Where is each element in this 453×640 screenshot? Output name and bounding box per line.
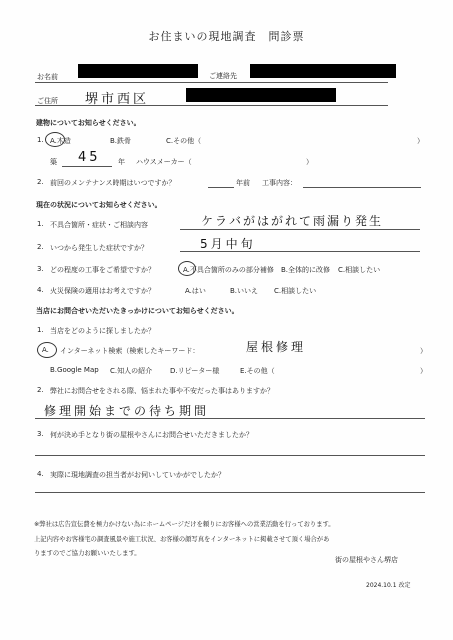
s1-q2-year: 年前: [236, 179, 250, 187]
s2-q1-text: 不具合箇所・症状・ご相談内容: [50, 221, 148, 229]
revision-date: 2024.10.1 改定: [366, 582, 411, 589]
maker-label: ハウスメーカー（: [136, 158, 192, 166]
s2-q2-text: いつから発生した症状ですか？: [50, 244, 148, 252]
s3-option-a-close: ）: [420, 347, 427, 355]
address-value: 堺市西区: [85, 92, 150, 107]
s2-q4-text: 火災保険の適用はお考えですか？: [50, 287, 155, 295]
building-age-value: 45: [78, 150, 101, 165]
s3-option-a-marker[interactable]: A.: [42, 346, 49, 354]
maker-close-paren: ）: [306, 158, 313, 166]
s2-q3-number: 3.: [37, 265, 44, 273]
s2-q4-option-c[interactable]: C.相談したい: [274, 287, 317, 295]
footer-note-3: りますのでご協力お願いいたします。: [34, 550, 141, 557]
work-content-line: [303, 187, 421, 188]
s3-option-e[interactable]: E.その他（: [240, 367, 275, 375]
s3-q4-text: 実際に現地調査の担当者がお伺いしていかがでしたか？: [50, 471, 225, 479]
age-unit: 年: [118, 158, 125, 166]
s2-q4-option-a[interactable]: A.はい: [185, 287, 206, 295]
s2-q2-underline: [180, 251, 420, 252]
s3-q4-underline: [35, 492, 425, 493]
redacted-address: [186, 88, 336, 102]
s3-option-d[interactable]: D.リピーター様: [170, 367, 220, 375]
s3-option-c[interactable]: C.知人の紹介: [110, 367, 153, 375]
s3-q3-underline: [35, 455, 425, 456]
s2-q4-number: 4.: [37, 286, 44, 294]
s1-q1-close-paren: ）: [417, 137, 424, 145]
s2-q4-option-b[interactable]: B.いいえ: [230, 287, 259, 295]
s2-q3-option-a[interactable]: A.不具合箇所のみの部分補修: [183, 266, 274, 274]
section3-heading: 当店にお問合せいただいたきっかけについてお知らせください。: [36, 307, 239, 315]
footer-note-1: ※弊社は広告宣伝費を極力かけない為にホームページだけを頼りにお客様への営業活動を行っております。: [34, 521, 335, 528]
s2-q1-underline: [180, 229, 420, 230]
age-underline: [62, 166, 112, 167]
s2-q2-number: 2.: [37, 243, 44, 251]
s1-q1-number: 1.: [37, 136, 44, 144]
s2-q1-answer: ケラバがはがれて雨漏り発生: [201, 214, 384, 228]
address-label: ご住所: [37, 97, 58, 105]
address-underline: [35, 105, 388, 106]
s3-option-b[interactable]: B.Google Map: [50, 366, 99, 374]
age-prefix: 築: [50, 158, 57, 166]
s3-q2-underline: [35, 418, 425, 419]
maintenance-year-line: [208, 187, 234, 188]
s3-q4-number: 4.: [37, 470, 44, 478]
s1-q1-option-a[interactable]: A.木造: [50, 137, 71, 145]
s1-q2-work: 工事内容：: [262, 179, 297, 187]
redacted-name: [78, 64, 198, 78]
s3-option-a-text[interactable]: インターネット検索（検索したキーワード：: [60, 347, 200, 355]
s1-q2-number: 2.: [37, 178, 44, 186]
s2-q3-option-c[interactable]: C.相談したい: [338, 266, 381, 274]
s3-q2-text: 弊社にお問合せをされる際、悩まれた事や不安だった事はありますか？: [50, 387, 274, 395]
search-keyword-answer: 屋根修理: [246, 340, 307, 354]
s3-option-e-close: ）: [420, 367, 427, 375]
s3-q2-number: 2.: [37, 386, 44, 394]
section1-heading: 建物についてお知らせください。: [36, 119, 141, 127]
name-label: お名前: [37, 73, 58, 81]
footer-note-2: 上記内容やお客様宅の調査風景や施工状況、お客様の顔写真をインターネットに掲載させて頂く場合があ: [34, 536, 330, 543]
s1-q2-text: 前回のメンテナンス時期はいつですか？: [50, 179, 176, 187]
redacted-contact: [250, 64, 396, 78]
s3-q1-text: 当店をどのように探しましたか？: [50, 327, 155, 335]
s2-q2-answer: 5月中旬: [200, 237, 256, 251]
name-underline: [35, 82, 388, 83]
s3-q3-text: 何が決め手となり街の屋根やさんにお問合せいただきましたか？: [50, 431, 253, 439]
s1-q1-option-c[interactable]: C.その他（: [166, 137, 202, 145]
s3-q1-number: 1.: [37, 326, 44, 334]
s2-q3-option-b[interactable]: B.全体的に改修: [281, 266, 331, 274]
contact-label: ご連絡先: [209, 72, 237, 80]
s3-q2-answer: 修理開始までの待ち期間: [44, 404, 210, 418]
s2-q1-number: 1.: [37, 220, 44, 228]
company-name: 街の屋根やさん堺店: [335, 556, 398, 564]
s3-q3-number: 3.: [37, 430, 44, 438]
s1-q1-option-b[interactable]: B.鉄骨: [110, 137, 132, 145]
form-title: お住まいの現地調査 問診票: [148, 30, 305, 43]
section2-heading: 現在の状況についてお知らせください。: [36, 201, 162, 209]
s2-q3-text: どの程度の工事をご希望ですか？: [50, 266, 155, 274]
